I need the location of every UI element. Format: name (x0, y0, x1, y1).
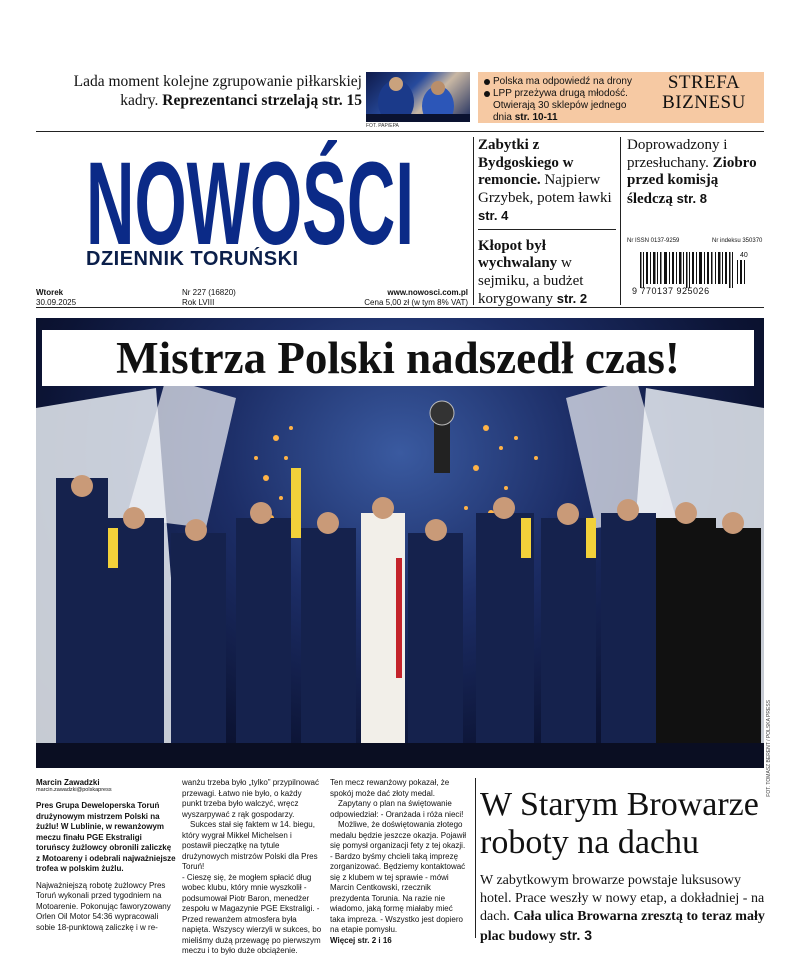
biz-item: LPP przeżywa drugą młodość. Otwierają 30 sklepów jednego dnia str. 10-11 (484, 88, 644, 124)
story-col1 (36, 778, 176, 933)
date-label: 30.09.2025 (36, 297, 77, 307)
masthead-bottom-rule (36, 307, 764, 308)
story-lead: Pres Grupa Deweloperska Toruń drużynowym mistrzem Polski na żużlu! W Lublinie, w rewanżowym meczu finału PGE Ekstraligi toruńscy żużlowcy obronili zaliczkę z Motoarenу i odebrali najważniejsze trofea w polskim żużlu. (36, 801, 176, 873)
teaser-ref: str. 2 (556, 291, 588, 306)
teaser-ziobro[interactable] (627, 137, 767, 208)
teaser-bold: Reprezentanci strzelają str. 15 (162, 92, 362, 109)
price-label: Cena 5,00 zł (w tym 8% VAT) (364, 297, 468, 307)
issue-year: Rok LVIII (182, 297, 215, 307)
teaser-zabytki[interactable] (478, 137, 618, 226)
photo-credit: FOT. TOMASZ BERENT / POLSKA PRESS (766, 700, 772, 797)
browar-bold: Cała ulica Browarna zresztą to teraz mały plac budowy (480, 909, 765, 944)
date-block (36, 288, 76, 307)
story-paragraph: Zapytany o plan na świętowanie odpowiedział: - Oranżada i róża niecі! (330, 799, 464, 819)
browar-text: W zabytkowym browarze powstaje luksusowy hotel. Prace weszły w nowy etap, a dokładniej - na dach. (480, 873, 765, 924)
masthead-logo[interactable] (86, 140, 416, 252)
teaser-ref: str. 8 (676, 190, 707, 206)
story-paragraph: - Cieszę się, że mogłem spłacić dług wobec klubu, który mnie wyszkolił - podsumował Piotr Baron, menedżer zespołu w Magazynie PGE Ekstraligi. - Przed rewanżem atmosfera była napięta. Wszyscy wierzyli w sukces, bo mieliśmy dużą przewagę po pierwszym meczu i to było duże obciążenie. (182, 872, 322, 955)
top-rule (36, 131, 764, 132)
story-divider (475, 778, 476, 938)
story-paragraph: Sukces stał się faktem w 14. biegu, który wygrał Mikkel Michelsen i postawił pieczątkę na tytule drużynowych mistrzów Polski dla Pres Toruń! (182, 820, 318, 871)
main-headline[interactable]: Mistrza Polski nadszedł czas! (116, 333, 680, 383)
price-block (300, 288, 468, 307)
thumb-credit: FOT. PAP/EPA (366, 123, 399, 129)
biz-item: Polska ma odpowiedź na drony (484, 76, 644, 88)
issue-block (182, 288, 236, 307)
story-col2 (182, 778, 322, 957)
day-label: Wtorek (36, 288, 64, 297)
barcode-issue: 40 (740, 252, 748, 259)
strefa-word: STREFA (667, 72, 741, 93)
browar-ref: str. 3 (559, 927, 593, 943)
story-paragraph: wanżu trzeba było „tylko” przypilnować przewagi. Łatwo nie było, o każdy punkt trzeba było walczyć, wręcz wyszarpywać z rąk gospodarzy. (182, 778, 319, 819)
author-email[interactable]: marcin.zawadzki@polskapress (36, 787, 112, 793)
sport-thumbnail[interactable] (366, 72, 470, 122)
story-paragraph: - Bardzo byśmy chcieli taką imprezę zorganizować. Będziemy kontaktować się z klubem w tej sprawie - mówi Marcin Centkowski, rzecznik prezydenta Torunia. Na razie nie wiadomo, jaką formę miałaby mieć taka impreza. - Wszystko jest dopiero na etapie pomysłu. (330, 851, 466, 934)
col2-teasers (478, 137, 618, 309)
author-name: Marcin Zawadzki (36, 778, 100, 787)
strefa-biznesu-logo (648, 73, 760, 113)
story-col3 (330, 778, 470, 946)
more-link[interactable]: Więcej str. 2 i 16 (330, 935, 392, 945)
teaser-ref: str. 4 (478, 208, 509, 223)
teaser-klopot[interactable] (478, 238, 618, 309)
col-divider (473, 137, 474, 305)
story-paragraph: Możliwe, że doświętowania złotego medalu będzie jeszcze okazja. Pojawił się pomysł organizacji fety z tej okazji. (330, 820, 467, 850)
teaser-bold: Ziobro przed komisją śledczą (627, 154, 757, 207)
teaser-text: Najpierw Grzybek, potem ławki (478, 172, 612, 206)
col-divider (620, 137, 621, 305)
issn-label: Nr ISSN 0137-9259 (627, 238, 680, 244)
teaser-text: Doprowadzony i przesłuchany. (627, 137, 728, 171)
story-paragraph: Najważniejszą robotę żużlowcy Pres Toruń wykonali przed tygodniem na Motoarenie. Pokonując faworyzowany Orlen Oil Motor 54:36 wypracowali sobie 18-punktową zaliczkę i w re- (36, 880, 171, 932)
barcode-number: 9 770137 925026 (632, 286, 710, 296)
browar-teaser[interactable] (480, 872, 765, 946)
site-url[interactable]: www.nowosci.com.pl (387, 288, 468, 297)
issue-number: Nr 227 (16820) (182, 288, 236, 297)
story-paragraph: Ten mecz rewanżowy pokazał, że spokój może dać złoty medal. (330, 778, 450, 798)
browar-headline[interactable]: W Starym Browarze roboty na dachu (480, 786, 759, 861)
logo-text: NOWOŚCI (86, 140, 414, 252)
teaser-text: w sejmiku, a budżet korygowany (478, 255, 584, 307)
index-label: Nr indeksu 350370 (712, 238, 763, 244)
masthead-subtitle: DZIENNIK TORUŃSKI (86, 248, 299, 270)
logo-graphic (86, 140, 416, 252)
teaser-text: Lada moment kolejne zgrupowanie piłkarskiej kadry. (73, 73, 362, 109)
players-graphic (366, 72, 470, 122)
sport-teaser[interactable] (40, 72, 362, 110)
teaser-bold: Zabytki z Bydgoskiego w remoncie. (478, 137, 574, 188)
teaser-bold: Kłopot był wychwalany (478, 237, 558, 271)
biznesu-word: BIZNESU (662, 92, 746, 113)
biz-list (484, 76, 644, 124)
